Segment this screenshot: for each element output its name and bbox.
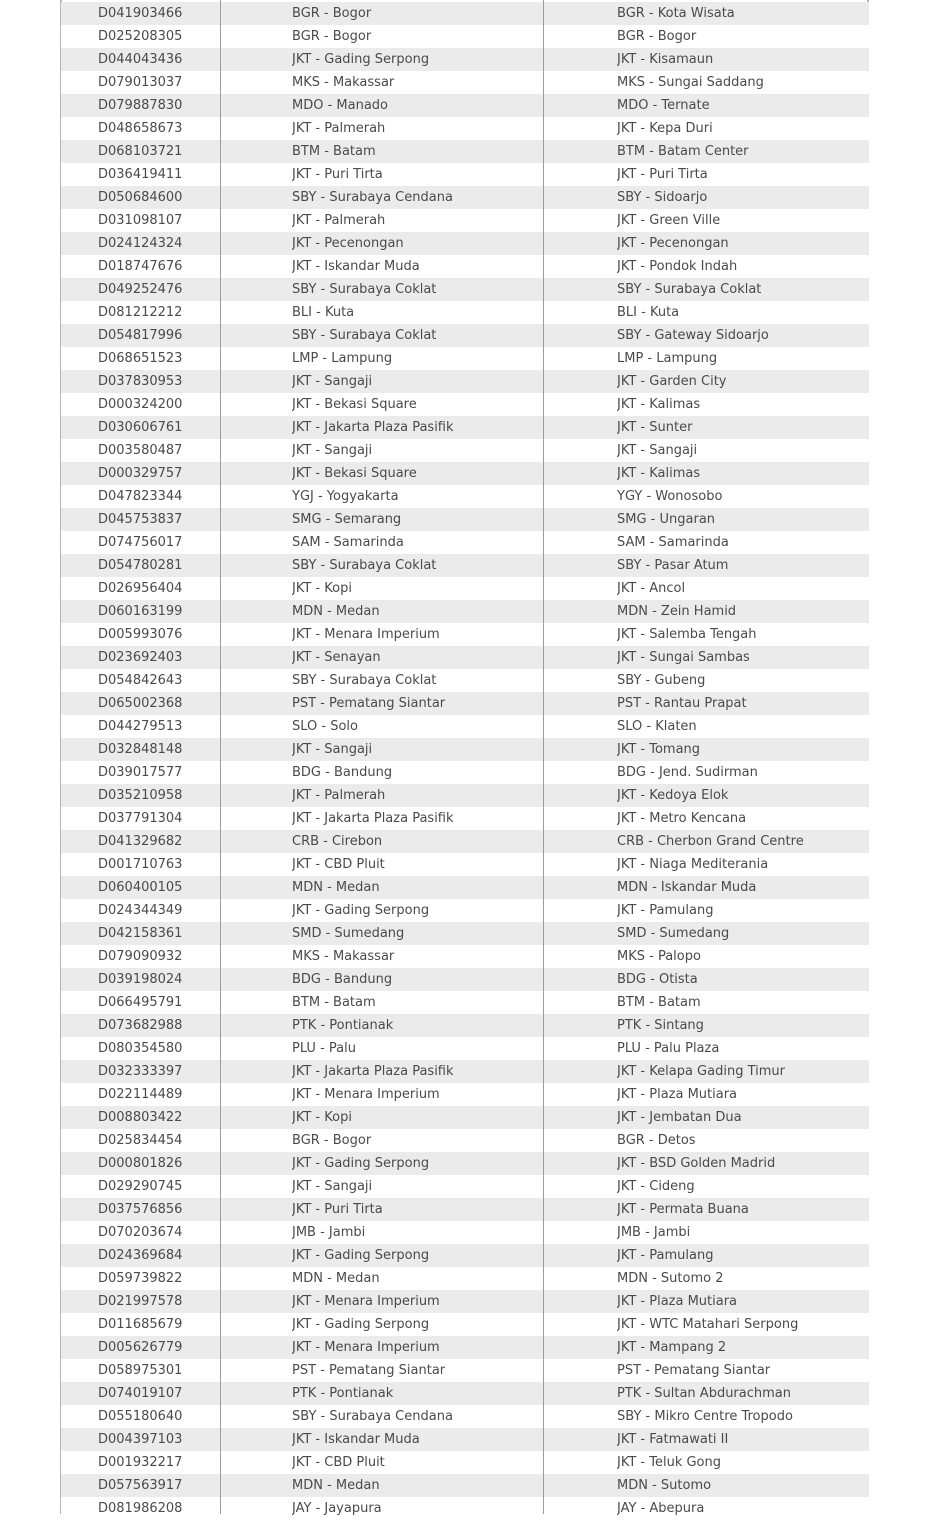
waybill-id-cell: D060400105 [98, 880, 183, 895]
waybill-id-cell: D032333397 [98, 1064, 183, 1079]
table-row [61, 370, 869, 393]
destination-cell: MKS - Sungai Saddang [617, 75, 764, 90]
destination-cell: JKT - Kisamaun [617, 52, 714, 67]
destination-cell: MDN - Sutomo [617, 1478, 712, 1493]
origin-cell: PTK - Pontianak [292, 1386, 394, 1401]
origin-cell: JKT - Bekasi Square [292, 466, 417, 481]
table-row [61, 669, 869, 692]
table-row [61, 1497, 869, 1520]
table-row [61, 1129, 869, 1152]
destination-cell: JKT - Sangaji [617, 443, 698, 458]
origin-cell: JKT - Iskandar Muda [292, 259, 420, 274]
table-row [61, 1359, 869, 1382]
waybill-id-cell: D024124324 [98, 236, 183, 251]
table-row [61, 462, 869, 485]
origin-cell: LMP - Lampung [292, 351, 393, 366]
waybill-id-cell: D001710763 [98, 857, 183, 872]
table-row [61, 784, 869, 807]
waybill-id-cell: D081986208 [98, 1501, 183, 1516]
destination-cell: JKT - Puri Tirta [617, 167, 708, 182]
waybill-id-cell: D054817996 [98, 328, 183, 343]
waybill-id-cell: D005993076 [98, 627, 183, 642]
table-row [61, 71, 869, 94]
waybill-id-cell: D000801826 [98, 1156, 183, 1171]
table-row [61, 876, 869, 899]
origin-cell: SBY - Surabaya Coklat [292, 558, 437, 573]
waybill-id-cell: D039198024 [98, 972, 183, 987]
waybill-id-cell: D041903466 [98, 6, 183, 21]
origin-cell: JKT - Menara Imperium [292, 1294, 440, 1309]
destination-cell: SBY - Sidoarjo [617, 190, 708, 205]
origin-cell: JKT - Kopi [292, 581, 352, 596]
table-row [61, 1175, 869, 1198]
waybill-id-cell: D037576856 [98, 1202, 183, 1217]
origin-cell: JKT - Jakarta Plaza Pasifik [292, 811, 454, 826]
waybill-id-cell: D060163199 [98, 604, 183, 619]
origin-cell: BGR - Bogor [292, 1133, 372, 1148]
table-row [61, 2, 869, 25]
table-row [61, 1152, 869, 1175]
destination-cell: CRB - Cherbon Grand Centre [617, 834, 804, 849]
waybill-id-cell: D070203674 [98, 1225, 183, 1240]
destination-cell: JKT - Salemba Tengah [617, 627, 757, 642]
table-row [61, 623, 869, 646]
origin-cell: JKT - Menara Imperium [292, 627, 440, 642]
table-row [61, 1313, 869, 1336]
waybill-id-cell: D054842643 [98, 673, 183, 688]
table-row [61, 577, 869, 600]
destination-cell: JKT - BSD Golden Madrid [617, 1156, 776, 1171]
origin-cell: PLU - Palu [292, 1041, 356, 1056]
destination-cell: JKT - Mampang 2 [617, 1340, 727, 1355]
destination-cell: JKT - Green Ville [617, 213, 721, 228]
column-divider-1 [220, 0, 221, 1514]
origin-cell: BTM - Batam [292, 144, 376, 159]
destination-cell: JKT - Permata Buana [617, 1202, 749, 1217]
origin-cell: JKT - Palmerah [292, 788, 386, 803]
table-row [61, 968, 869, 991]
table-row [61, 1451, 869, 1474]
destination-cell: MDO - Ternate [617, 98, 710, 113]
waybill-id-cell: D021997578 [98, 1294, 183, 1309]
origin-cell: SBY - Surabaya Cendana [292, 1409, 453, 1424]
origin-cell: JKT - Senayan [292, 650, 381, 665]
origin-cell: MDO - Manado [292, 98, 389, 113]
table-row [61, 393, 869, 416]
origin-cell: JKT - Gading Serpong [292, 903, 430, 918]
waybill-id-cell: D022114489 [98, 1087, 183, 1102]
waybill-id-cell: D047823344 [98, 489, 183, 504]
origin-cell: BTM - Batam [292, 995, 376, 1010]
origin-cell: JKT - Iskandar Muda [292, 1432, 420, 1447]
waybill-id-cell: D073682988 [98, 1018, 183, 1033]
waybill-id-cell: D036419411 [98, 167, 183, 182]
destination-cell: MDN - Iskandar Muda [617, 880, 757, 895]
waybill-id-cell: D079013037 [98, 75, 183, 90]
origin-cell: MKS - Makassar [292, 75, 395, 90]
destination-cell: JKT - Cideng [617, 1179, 695, 1194]
destination-cell: JKT - Niaga Mediterania [617, 857, 769, 872]
waybill-id-cell: D018747676 [98, 259, 183, 274]
origin-cell: SMG - Semarang [292, 512, 402, 527]
table-row [61, 209, 869, 232]
origin-cell: MDN - Medan [292, 880, 380, 895]
table-row [61, 1267, 869, 1290]
waybill-id-cell: D039017577 [98, 765, 183, 780]
destination-cell: JKT - Teluk Gong [617, 1455, 722, 1470]
origin-cell: JKT - Sangaji [292, 742, 373, 757]
destination-cell: JKT - Pondok Indah [617, 259, 738, 274]
destination-cell: PST - Pematang Siantar [617, 1363, 771, 1378]
destination-cell: SBY - Gateway Sidoarjo [617, 328, 769, 343]
table-row [61, 1014, 869, 1037]
waybill-id-cell: D003580487 [98, 443, 183, 458]
table-row [61, 692, 869, 715]
origin-cell: SAM - Samarinda [292, 535, 404, 550]
table-row [61, 830, 869, 853]
waybill-id-cell: D066495791 [98, 995, 183, 1010]
destination-cell: BTM - Batam Center [617, 144, 749, 159]
destination-cell: JKT - Sunter [617, 420, 693, 435]
destination-cell: MKS - Palopo [617, 949, 701, 964]
origin-cell: SMD - Sumedang [292, 926, 405, 941]
table-row [61, 1474, 869, 1497]
waybill-id-cell: D058975301 [98, 1363, 183, 1378]
destination-cell: PST - Rantau Prapat [617, 696, 747, 711]
table-row [61, 1083, 869, 1106]
waybill-id-cell: D029290745 [98, 1179, 183, 1194]
table-row [61, 738, 869, 761]
origin-cell: MDN - Medan [292, 1478, 380, 1493]
waybill-id-cell: D044043436 [98, 52, 183, 67]
origin-cell: SBY - Surabaya Coklat [292, 673, 437, 688]
waybill-id-cell: D026956404 [98, 581, 183, 596]
waybill-id-cell: D025208305 [98, 29, 183, 44]
destination-cell: BDG - Otista [617, 972, 698, 987]
destination-cell: JKT - Pamulang [617, 903, 714, 918]
origin-cell: JKT - Menara Imperium [292, 1087, 440, 1102]
destination-cell: SBY - Surabaya Coklat [617, 282, 762, 297]
origin-cell: YGJ - Yogyakarta [292, 489, 399, 504]
origin-cell: JKT - Jakarta Plaza Pasifik [292, 420, 454, 435]
waybill-id-cell: D050684600 [98, 190, 183, 205]
table-row [61, 439, 869, 462]
waybill-id-cell: D065002368 [98, 696, 183, 711]
table-row [61, 117, 869, 140]
origin-cell: JKT - Sangaji [292, 1179, 373, 1194]
destination-cell: JKT - Ancol [617, 581, 686, 596]
table-row [61, 140, 869, 163]
origin-cell: JKT - Jakarta Plaza Pasifik [292, 1064, 454, 1079]
table-row [61, 163, 869, 186]
origin-cell: JKT - Menara Imperium [292, 1340, 440, 1355]
destination-cell: PLU - Palu Plaza [617, 1041, 720, 1056]
waybill-id-cell: D005626779 [98, 1340, 183, 1355]
waybill-id-cell: D057563917 [98, 1478, 183, 1493]
table-row [61, 899, 869, 922]
destination-cell: JKT - Sungai Sambas [617, 650, 750, 665]
waybill-id-cell: D059739822 [98, 1271, 183, 1286]
table-row [61, 646, 869, 669]
destination-cell: JKT - Kalimas [617, 397, 701, 412]
waybill-id-cell: D048658673 [98, 121, 183, 136]
waybill-id-cell: D079090932 [98, 949, 183, 964]
waybill-id-cell: D074756017 [98, 535, 183, 550]
origin-cell: JKT - Gading Serpong [292, 1156, 430, 1171]
waybill-id-cell: D054780281 [98, 558, 183, 573]
destination-cell: SMG - Ungaran [617, 512, 716, 527]
waybill-id-cell: D000324200 [98, 397, 183, 412]
origin-cell: MKS - Makassar [292, 949, 395, 964]
destination-cell: JKT - Tomang [617, 742, 701, 757]
waybill-id-cell: D032848148 [98, 742, 183, 757]
origin-cell: SBY - Surabaya Coklat [292, 282, 437, 297]
table-row [61, 600, 869, 623]
origin-cell: JKT - Gading Serpong [292, 52, 430, 67]
destination-cell: JKT - Kelapa Gading Timur [617, 1064, 785, 1079]
destination-cell: JMB - Jambi [617, 1225, 691, 1240]
destination-cell: BTM - Batam [617, 995, 701, 1010]
origin-cell: BDG - Bandung [292, 765, 393, 780]
table-row [61, 1198, 869, 1221]
waybill-id-cell: D079887830 [98, 98, 183, 113]
table-row [61, 255, 869, 278]
table-row [61, 1060, 869, 1083]
destination-cell: JKT - Fatmawati II [617, 1432, 729, 1447]
destination-cell: MDN - Sutomo 2 [617, 1271, 724, 1286]
origin-cell: CRB - Cirebon [292, 834, 383, 849]
destination-cell: SLO - Klaten [617, 719, 697, 734]
origin-cell: PTK - Pontianak [292, 1018, 394, 1033]
table-row [61, 1221, 869, 1244]
table-row [61, 761, 869, 784]
table-row [61, 278, 869, 301]
origin-cell: MDN - Medan [292, 604, 380, 619]
table-row [61, 991, 869, 1014]
waybill-id-cell: D000329757 [98, 466, 183, 481]
table-row [61, 531, 869, 554]
table-row [61, 807, 869, 830]
origin-cell: SBY - Surabaya Coklat [292, 328, 437, 343]
destination-cell: JKT - Kepa Duri [617, 121, 713, 136]
destination-cell: JKT - Plaza Mutiara [617, 1294, 738, 1309]
waybill-id-cell: D024344349 [98, 903, 183, 918]
destination-cell: JKT - Pamulang [617, 1248, 714, 1263]
waybill-id-cell: D055180640 [98, 1409, 183, 1424]
table-row [61, 1037, 869, 1060]
destination-cell: LMP - Lampung [617, 351, 718, 366]
destination-cell: JAY - Abepura [617, 1501, 705, 1516]
destination-cell: PTK - Sultan Abdurachman [617, 1386, 792, 1401]
destination-cell: JKT - Kalimas [617, 466, 701, 481]
destination-cell: BGR - Kota Wisata [617, 6, 735, 21]
origin-cell: MDN - Medan [292, 1271, 380, 1286]
origin-cell: JKT - Gading Serpong [292, 1317, 430, 1332]
destination-cell: JKT - WTC Matahari Serpong [617, 1317, 799, 1332]
destination-cell: JKT - Plaza Mutiara [617, 1087, 738, 1102]
waybill-id-cell: D011685679 [98, 1317, 183, 1332]
origin-cell: BGR - Bogor [292, 29, 372, 44]
origin-cell: JKT - Kopi [292, 1110, 352, 1125]
destination-cell: BDG - Jend. Sudirman [617, 765, 758, 780]
table-row [61, 508, 869, 531]
origin-cell: PST - Pematang Siantar [292, 1363, 446, 1378]
table-row [61, 485, 869, 508]
waybill-id-cell: D044279513 [98, 719, 183, 734]
origin-cell: SBY - Surabaya Cendana [292, 190, 453, 205]
waybill-id-cell: D030606761 [98, 420, 183, 435]
shipment-table [61, 2, 869, 1520]
waybill-id-cell: D045753837 [98, 512, 183, 527]
destination-cell: SAM - Samarinda [617, 535, 729, 550]
waybill-id-cell: D068103721 [98, 144, 183, 159]
origin-cell: JKT - Palmerah [292, 213, 386, 228]
origin-cell: JKT - Gading Serpong [292, 1248, 430, 1263]
waybill-id-cell: D080354580 [98, 1041, 183, 1056]
table-row [61, 715, 869, 738]
table-row [61, 1405, 869, 1428]
origin-cell: JKT - Bekasi Square [292, 397, 417, 412]
waybill-id-cell: D024369684 [98, 1248, 183, 1263]
destination-cell: JKT - Kedoya Elok [617, 788, 729, 803]
waybill-id-cell: D023692403 [98, 650, 183, 665]
destination-cell: JKT - Metro Kencana [617, 811, 747, 826]
waybill-id-cell: D035210958 [98, 788, 183, 803]
origin-cell: JKT - Sangaji [292, 443, 373, 458]
table-row [61, 347, 869, 370]
table-row [61, 853, 869, 876]
waybill-id-cell: D004397103 [98, 1432, 183, 1447]
table-row [61, 186, 869, 209]
table-row [61, 94, 869, 117]
waybill-id-cell: D068651523 [98, 351, 183, 366]
table-row [61, 554, 869, 577]
waybill-id-cell: D081212212 [98, 305, 183, 320]
origin-cell: BGR - Bogor [292, 6, 372, 21]
waybill-id-cell: D037830953 [98, 374, 183, 389]
origin-cell: JMB - Jambi [292, 1225, 366, 1240]
destination-cell: JKT - Jembatan Dua [617, 1110, 742, 1125]
table-row [61, 1244, 869, 1267]
origin-cell: JKT - CBD Pluit [292, 857, 385, 872]
destination-cell: SMD - Sumedang [617, 926, 730, 941]
origin-cell: JKT - Puri Tirta [292, 1202, 383, 1217]
table-row [61, 416, 869, 439]
origin-cell: JKT - Sangaji [292, 374, 373, 389]
table-row [61, 1336, 869, 1359]
waybill-id-cell: D037791304 [98, 811, 183, 826]
waybill-id-cell: D041329682 [98, 834, 183, 849]
waybill-id-cell: D008803422 [98, 1110, 183, 1125]
destination-cell: JKT - Garden City [617, 374, 727, 389]
table-row [61, 922, 869, 945]
table-row [61, 324, 869, 347]
table-row [61, 48, 869, 71]
origin-cell: SLO - Solo [292, 719, 358, 734]
origin-cell: JKT - Puri Tirta [292, 167, 383, 182]
table-row [61, 1290, 869, 1313]
origin-cell: JKT - Palmerah [292, 121, 386, 136]
table-row [61, 301, 869, 324]
table-row [61, 25, 869, 48]
destination-cell: JKT - Pecenongan [617, 236, 729, 251]
table-row [61, 1428, 869, 1451]
destination-cell: YGY - Wonosobo [617, 489, 723, 504]
waybill-id-cell: D025834454 [98, 1133, 183, 1148]
destination-cell: PTK - Sintang [617, 1018, 704, 1033]
waybill-id-cell: D042158361 [98, 926, 183, 941]
destination-cell: BGR - Bogor [617, 29, 697, 44]
origin-cell: BDG - Bandung [292, 972, 393, 987]
waybill-id-cell: D074019107 [98, 1386, 183, 1401]
destination-cell: BGR - Detos [617, 1133, 696, 1148]
destination-cell: SBY - Gubeng [617, 673, 706, 688]
waybill-id-cell: D001932217 [98, 1455, 183, 1470]
destination-cell: SBY - Pasar Atum [617, 558, 729, 573]
waybill-id-cell: D049252476 [98, 282, 183, 297]
origin-cell: JAY - Jayapura [292, 1501, 382, 1516]
table-row [61, 232, 869, 255]
origin-cell: JKT - CBD Pluit [292, 1455, 385, 1470]
destination-cell: BLI - Kuta [617, 305, 680, 320]
origin-cell: PST - Pematang Siantar [292, 696, 446, 711]
column-divider-2 [543, 0, 544, 1514]
origin-cell: BLI - Kuta [292, 305, 355, 320]
waybill-id-cell: D031098107 [98, 213, 183, 228]
table-row [61, 945, 869, 968]
destination-cell: MDN - Zein Hamid [617, 604, 737, 619]
table-row [61, 1106, 869, 1129]
table-row [61, 1382, 869, 1405]
origin-cell: JKT - Pecenongan [292, 236, 404, 251]
destination-cell: SBY - Mikro Centre Tropodo [617, 1409, 793, 1424]
